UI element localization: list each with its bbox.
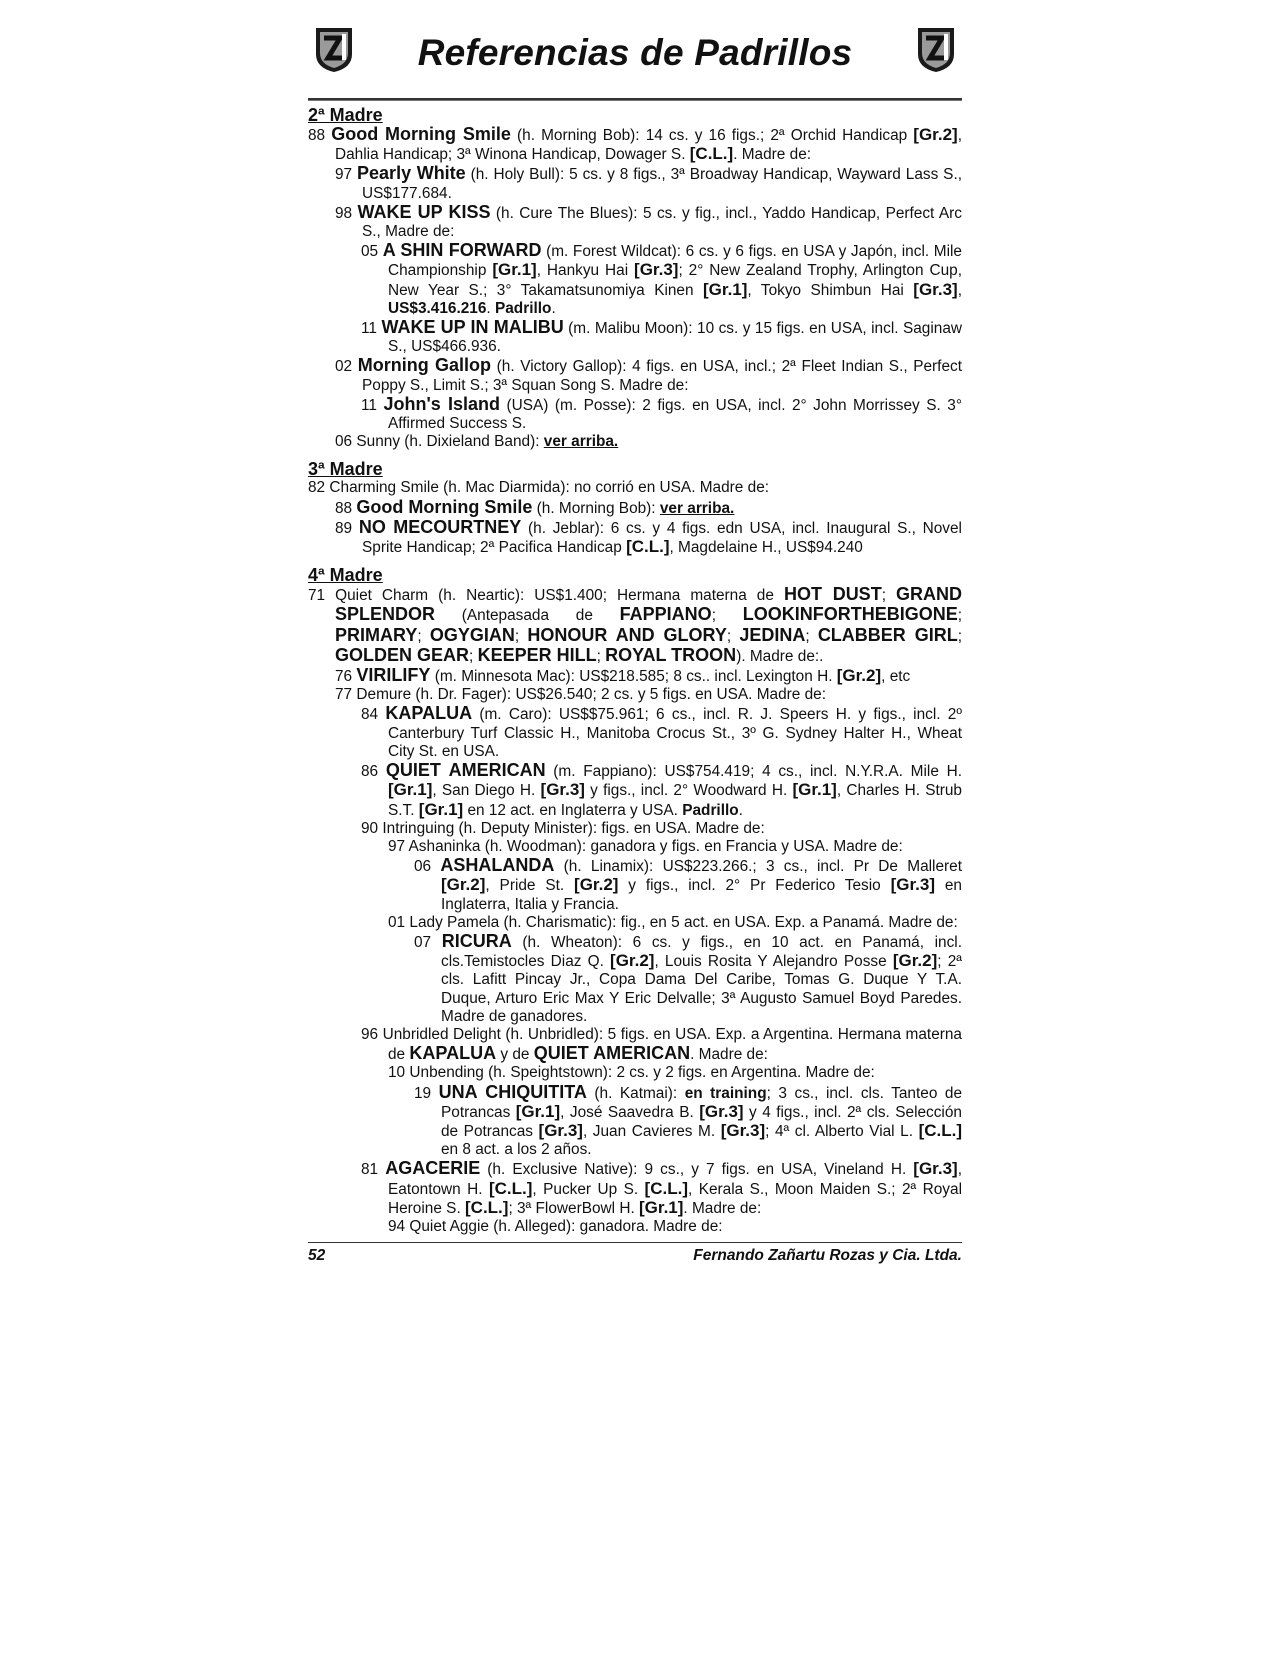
entry-text: , Eatontown H. (388, 1161, 962, 1198)
cross-reference: ver arriba. (659, 499, 735, 517)
entry-text: . Madre de: (733, 146, 812, 164)
pedigree-entry (414, 1083, 962, 1160)
entry-text: . Madre de: (683, 1199, 762, 1217)
entry-text: (h. Wheaton): 6 cs. y figs., en 10 act. en Panamá, incl. cls.Temistocles Diaz Q. (441, 933, 962, 971)
race-grade: [C.L.] (918, 1120, 962, 1140)
entry-text: (h. Holy Bull): 5 cs. y 8 figs., 3ª Broadway Handicap, Wayward Lass S., US$177.684. (362, 166, 962, 202)
horse-name: QUIET AMERICAN (533, 1043, 691, 1064)
pedigree-entry (335, 203, 962, 241)
entry-text: y 4 figs., incl. 2ª cls. Selección de Potrancas (441, 1103, 962, 1140)
race-grade: [Gr.2] (913, 125, 958, 144)
entry-text: 11 (361, 320, 382, 338)
pedigree-entry (335, 498, 962, 518)
entry-text: (m. Caro): US$$75.961; 6 cs., incl. R. J. Speers H. y figs., incl. 2º Canterbury Turf Classic H., Manitoba Crocus St., 3º G. Sydney Halter H., Wheat City St. en USA. (388, 706, 962, 760)
entry-text: 07 (414, 933, 442, 951)
race-grade: [Gr.3] (538, 1120, 583, 1140)
pedigree-entry (335, 518, 962, 557)
race-grade: [Gr.2] (441, 875, 486, 895)
entry-text: y figs., incl. 2° Woodward H. (584, 782, 793, 800)
entry-text: 98 (335, 204, 358, 222)
pedigree-entry (361, 395, 962, 433)
entry-text: , Juan Cavieres M. (582, 1122, 721, 1140)
entry-text: , Kerala S., Moon Maiden S.; 2ª Royal Heroine S. (388, 1180, 962, 1217)
entry-text: 11 (361, 396, 384, 414)
horse-name: QUIET AMERICAN (385, 760, 546, 781)
entry-text: (m. Fappiano): US$754.419; 4 cs., incl. N.Y.R.A. Mile H. (545, 763, 962, 781)
entry-text: , etc (881, 668, 911, 686)
horse-name: John's Island (383, 393, 501, 414)
cross-reference: ver arriba. (543, 433, 619, 451)
race-grade: [Gr.3] (699, 1101, 744, 1121)
page-footer (308, 1242, 962, 1265)
race-grade: [C.L.] (488, 1178, 533, 1198)
pedigree-entry (361, 761, 962, 820)
entry-text: en 8 act. a los 2 años. (441, 1141, 592, 1159)
race-grade: [Gr.3] (890, 875, 935, 895)
horse-name: KAPALUA (385, 703, 473, 724)
pedigree-entry (361, 318, 962, 356)
entry-text: ; (417, 627, 430, 645)
entry-text: ; (805, 627, 818, 645)
race-grade: [Gr.2] (610, 951, 655, 971)
pedigree-entry (335, 686, 962, 704)
section-heading: 2ª Madre (308, 105, 383, 125)
entry-text: en training (684, 1084, 767, 1102)
pedigree-entry (308, 125, 962, 164)
entry-text: Padrillo (494, 299, 552, 317)
horse-name: Good Morning Smile (356, 496, 533, 517)
entry-text: . Madre de: (690, 1046, 768, 1064)
entry-text: 71 Quiet Charm (h. Neartic): US$1.400; Hermana materna de (308, 587, 784, 605)
race-grade: [Gr.1] (639, 1197, 684, 1217)
race-grade: [Gr.3] (913, 1159, 958, 1179)
race-grade: [Gr.1] (388, 780, 433, 800)
entry-text: 97 Ashaninka (h. Woodman): ganadora y figs. en Francia y USA. Madre de: (388, 837, 903, 855)
entry-text: (h. Cure The Blues): 5 cs. y fig., incl., Yaddo Handicap, Perfect Arc S., Madre de: (362, 204, 962, 241)
race-grade: [C.L.] (465, 1197, 509, 1217)
entry-text: 81 (361, 1161, 386, 1179)
entry-text: ; (596, 647, 606, 665)
entry-text: (h. Katmai): (586, 1084, 685, 1102)
pedigree-entry (361, 1026, 962, 1064)
pedigree-entry (335, 433, 962, 451)
race-grade: [Gr.2] (836, 666, 882, 686)
entry-text: 97 (335, 166, 358, 184)
entry-text: en 12 act. en Inglaterra y USA. (463, 801, 683, 819)
entry-text: , San Diego H. (432, 782, 541, 800)
entry-text: 05 (361, 243, 383, 261)
horse-name: Good Morning Smile (331, 124, 511, 144)
horse-name: GOLDEN GEAR (335, 644, 470, 665)
page-header (308, 20, 962, 82)
entry-text: , Louis Rosita Y Alejandro Posse (654, 953, 893, 971)
horse-name: JEDINA (739, 624, 806, 645)
entry-text: , José Saavedra B. (560, 1103, 700, 1121)
race-grade: [Gr.3] (540, 780, 585, 800)
entry-text: (Antepasada de (435, 607, 620, 625)
zf-shield-logo-icon (912, 24, 960, 74)
entry-text: y figs., incl. 2° Pr Federico Tesio (618, 877, 891, 895)
entry-text: ; (726, 627, 740, 645)
race-grade: [Gr.1] (515, 1101, 561, 1121)
entry-text: 10 Unbending (h. Speightstown): 2 cs. y 2 figs. en Argentina. Madre de: (388, 1064, 875, 1082)
race-grade: [Gr.2] (574, 875, 619, 895)
horse-name: KEEPER HILL (477, 644, 597, 665)
entry-text: 89 (335, 519, 359, 537)
entry-text: 94 Quiet Aggie (h. Alleged): ganadora. Madre de: (388, 1217, 723, 1235)
entry-text: 77 Demure (h. Dr. Fager): US$26.540; 2 cs. y 5 figs. en USA. Madre de: (335, 686, 827, 704)
entry-text: (h. Exclusive Native): 9 cs., y 7 figs. en USA, Vineland H. (480, 1161, 914, 1179)
footer-rule (308, 1242, 962, 1243)
pedigree-entry (308, 585, 962, 666)
entry-text: 88 (308, 127, 332, 144)
horse-name: HONOUR AND GLORY (527, 624, 727, 645)
horse-name: UNA CHIQUITITA (438, 1081, 587, 1102)
pedigree-entry (388, 838, 962, 856)
horse-name: CLABBER GIRL (817, 624, 958, 645)
entry-text: (h. Morning Bob): 14 cs. y 16 figs.; 2ª Orchid Handicap (510, 127, 914, 144)
entry-text: 06 (414, 858, 441, 876)
horse-name: WAKE UP KISS (357, 201, 491, 222)
race-grade: [Gr.2] (892, 951, 938, 971)
entry-text: , Pride St. (485, 877, 575, 895)
race-grade: [C.L.] (626, 537, 670, 557)
entry-text: (m. Forest Wildcat): 6 cs. y 6 figs. en USA y Japón, incl. Mile Championship (388, 243, 962, 280)
pedigree-entry (361, 241, 962, 318)
entry-text: US$3.416.216 (388, 299, 487, 317)
entry-text: 02 (335, 358, 358, 376)
entry-text: , Hankyu Hai (536, 262, 635, 280)
pedigree-entry (414, 856, 962, 914)
race-grade: [C.L.] (689, 144, 734, 164)
entry-text: . (551, 299, 556, 317)
entry-text: ; 3ª FlowerBowl H. (508, 1199, 640, 1217)
entry-text: (h. Jeblar): 6 cs. y 4 figs. edn USA, incl. Inaugural S., Novel Sprite Handicap; 2ª Pacifica Handicap (362, 519, 962, 557)
entry-text: ; (514, 627, 528, 645)
horse-name: KAPALUA (409, 1043, 497, 1064)
entry-text: ; (957, 607, 962, 625)
entry-text: 06 Sunny (h. Dixieland Band): (335, 433, 544, 451)
entry-text: ; (957, 627, 963, 645)
horse-name: FAPPIANO (619, 604, 712, 625)
pedigree-entry (335, 164, 962, 202)
horse-name: RICURA (441, 930, 512, 951)
race-grade: [C.L.] (644, 1178, 688, 1198)
pedigree-entry (388, 1064, 962, 1082)
entry-text: 90 Intringuing (h. Deputy Minister): figs. en USA. Madre de: (361, 819, 765, 837)
race-grade: [Gr.1] (418, 799, 464, 819)
publisher-name: Fernando Zañartu Rozas y Cia. Ltda. (693, 1247, 962, 1264)
race-grade: [Gr.1] (792, 780, 837, 800)
entry-text: ; 2° New Zealand Trophy, Arlington Cup, New Year S.; 3° Takamatsunomiya Kinen (388, 262, 962, 299)
pedigree-entry (335, 356, 962, 394)
pedigree-entry (414, 932, 962, 1026)
pedigree-entry (361, 1159, 962, 1218)
pedigree-content (308, 105, 962, 1236)
horse-name: NO MECOURTNEY (358, 516, 522, 537)
entry-text: , Tokyo Shimbun Hai (747, 281, 914, 299)
horse-name: PRIMARY (335, 624, 418, 645)
entry-text: ; 3 cs., incl. cls. Tanteo de Potrancas (441, 1084, 963, 1121)
pedigree-entry (388, 914, 962, 932)
pedigree-entry (335, 666, 962, 686)
entry-text: , Dahlia Handicap; 3ª Winona Handicap, Dowager S. (335, 127, 962, 164)
entry-text: ; (469, 647, 478, 665)
horse-name: HOT DUST (783, 584, 882, 605)
entry-text: , (957, 281, 962, 299)
entry-text: (h. Morning Bob): (532, 499, 660, 517)
header-rule (308, 98, 962, 101)
pedigree-entry (361, 704, 962, 761)
race-grade: [Gr.3] (720, 1120, 766, 1140)
horse-name: AGACERIE (385, 1158, 481, 1179)
entry-text: , Charles H. Strub S.T. (388, 782, 962, 819)
entry-text: 01 Lady Pamela (h. Charismatic): fig., en 5 act. en USA. Exp. a Panamá. Madre de: (388, 913, 958, 931)
entry-text: 84 (361, 706, 386, 724)
entry-text: (USA) (m. Posse): 2 figs. en USA, incl. 2° John Morrissey S. 3° Affirmed Success S. (388, 396, 962, 433)
entry-text: (h. Victory Gallop): 4 figs. en USA, incl.; 2ª Fleet Indian S., Perfect Poppy S., Limit S.; 3ª Squan Song S. Madre de: (362, 358, 962, 394)
entry-text: 96 Unbridled Delight (h. Unbridled): 5 figs. en USA. Exp. a Argentina. Hermana materna de (361, 1025, 962, 1064)
horse-name: WAKE UP IN MALIBU (381, 317, 564, 338)
horse-name: Morning Gallop (357, 355, 492, 376)
race-grade: [Gr.3] (634, 260, 679, 280)
pedigree-entry (388, 1218, 962, 1236)
horse-name: A SHIN FORWARD (382, 240, 542, 261)
entry-text: 76 (335, 668, 357, 686)
horse-name: VIRILIFY (356, 665, 431, 686)
race-grade: [Gr.1] (492, 260, 537, 280)
entry-text: y de (496, 1046, 534, 1064)
entry-text: . (738, 801, 743, 819)
entry-text: ). Madre de:. (736, 647, 824, 665)
entry-text: ; 4ª cl. Alberto Vial L. (765, 1122, 919, 1140)
entry-text: 88 (335, 499, 357, 517)
pedigree-entry (361, 820, 962, 838)
horse-name: ROYAL TROON (605, 644, 737, 665)
entry-text: 82 Charming Smile (h. Mac Diarmida): no corrió en USA. Madre de: (308, 479, 770, 497)
horse-name: LOOKINFORTHEBIGONE (742, 604, 958, 625)
entry-text: ; (711, 607, 743, 625)
entry-text: ; 2ª cls. Lafitt Pincay Jr., Copa Dama Del Caribe, Tomas G. Duque Y T.A. Duque, Arturo Eric Max Y Eric Delvalle; 3ª Augusto Samuel Boyd Paredes. Madre de ganadores. (441, 953, 962, 1025)
entry-text: ; (881, 587, 896, 605)
horse-name: GRAND SPLENDOR (335, 584, 962, 625)
entry-text: (m. Minnesota Mac): US$218.585; 8 cs.. incl. Lexington H. (430, 668, 837, 686)
document-page (308, 20, 962, 1236)
entry-text: 19 (414, 1084, 439, 1102)
entry-text: Padrillo (682, 801, 739, 819)
entry-text: . (486, 299, 495, 317)
entry-text: 86 (361, 763, 386, 781)
section-heading: 4ª Madre (308, 565, 383, 586)
horse-name: OGYGIAN (429, 624, 515, 645)
race-grade: [Gr.1] (703, 279, 748, 299)
pedigree-entry (308, 479, 962, 497)
entry-text: en Inglaterra, Italia y Francia. (441, 877, 962, 913)
horse-name: Pearly White (357, 163, 466, 184)
page-title: Referencias de Padrillos (417, 32, 853, 73)
page-number: 52 (308, 1247, 326, 1264)
section-heading: 3ª Madre (308, 459, 383, 480)
entry-text: (h. Linamix): US$223.266.; 3 cs., incl. Pr De Malleret (554, 858, 962, 876)
entry-text: , Magdelaine H., US$94.240 (669, 539, 863, 557)
horse-name: ASHALANDA (440, 855, 555, 876)
entry-text: (m. Malibu Moon): 10 cs. y 15 figs. en USA, incl. Saginaw S., US$466.936. (388, 320, 963, 356)
race-grade: [Gr.3] (913, 279, 958, 299)
entry-text: , Pucker Up S. (532, 1180, 645, 1198)
